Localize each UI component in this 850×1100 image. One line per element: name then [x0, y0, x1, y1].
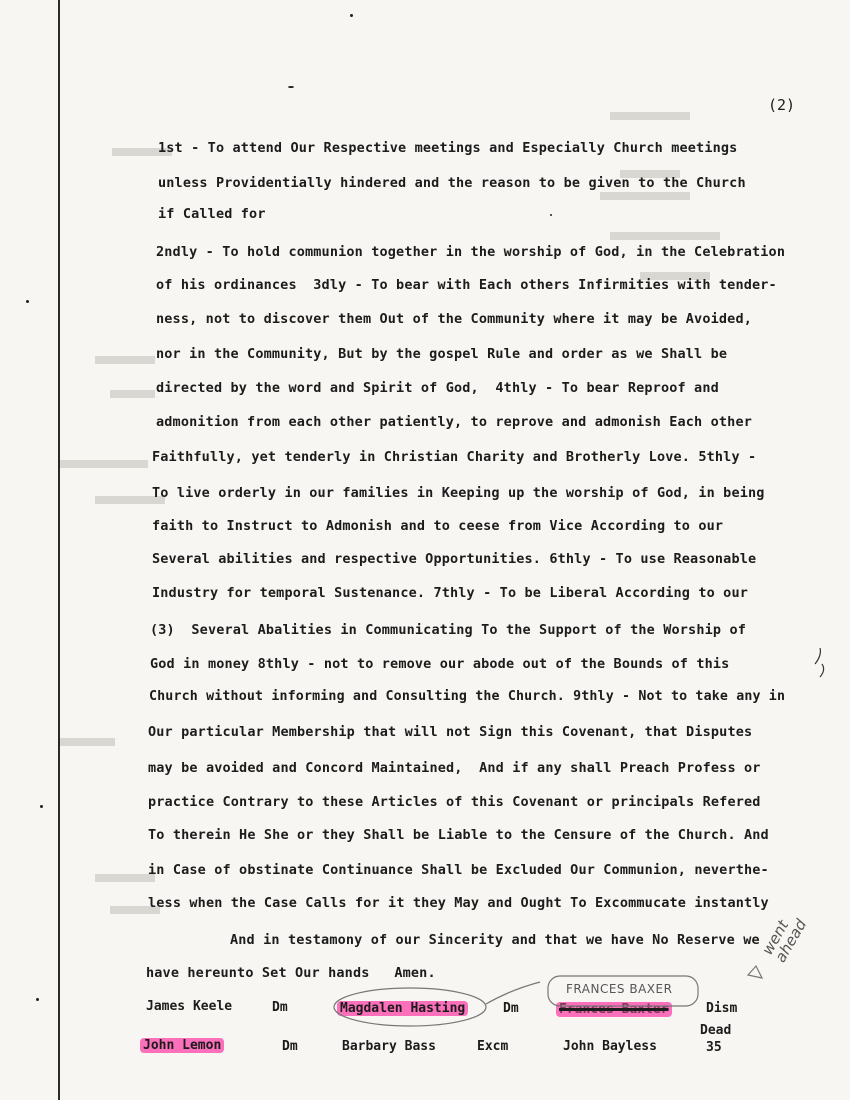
signature-name: John Bayless: [563, 1039, 657, 1054]
signature-name: Barbary Bass: [342, 1039, 436, 1054]
scan-speck: [40, 805, 43, 808]
text-line: Several abilities and respective Opportunities. 6thly - To use Reasonable: [152, 551, 757, 567]
text-line: directed by the word and Spirit of God, 4thly - To bear Reproof and: [156, 380, 719, 396]
text-line: may be avoided and Concord Maintained, And if any shall Preach Profess or: [148, 760, 761, 776]
handwritten-correction: FRANCES BAXER: [566, 982, 673, 996]
scan-speck: [36, 998, 39, 1001]
closing-line: And in testamony of our Sincerity and that we have No Reserve we: [230, 932, 760, 948]
highlighted-name: Magdalen Hasting: [337, 1001, 468, 1016]
text-line: admonition from each other patiently, to reprove and admonish Each other: [156, 414, 752, 430]
text-line: ness, not to discover them Out of the Community where it may be Avoided,: [156, 311, 752, 327]
text-line: 1st - To attend Our Respective meetings and Especially Church meetings: [158, 140, 738, 156]
scan-speck: [550, 214, 552, 216]
highlighted-name: John Lemon: [140, 1038, 224, 1053]
text-line: practice Contrary to these Articles of this Covenant or principals Refered: [148, 794, 761, 810]
text-line: less when the Case Calls for it they May and Ought To Excommucate instantly: [148, 895, 769, 911]
handwritten-side-note: went ahead: [758, 916, 811, 966]
signature-name: James Keele: [146, 999, 233, 1014]
status-note: Dead: [700, 1023, 732, 1038]
text-line: unless Providentially hindered and the reason to be given to the Church: [158, 175, 746, 191]
text-line: Faithfully, yet tenderly in Christian Charity and Brotherly Love. 5thly -: [152, 449, 757, 465]
text-line: in Case of obstinate Continuance Shall be Excluded Our Communion, neverthe-: [148, 862, 769, 878]
text-line: To live orderly in our families in Keeping up the worship of God, in being: [152, 485, 765, 501]
closing-line: have hereunto Set Our hands Amen.: [146, 965, 436, 981]
text-line: faith to Instruct to Admonish and to ceese from Vice According to our: [152, 518, 724, 534]
text-line: God in money 8thly - not to remove our abode out of the Bounds of this: [150, 656, 730, 672]
text-line: if Called for: [158, 206, 266, 222]
scan-speck: [350, 14, 353, 17]
text-line: nor in the Community, But by the gospel Rule and order as we Shall be: [156, 346, 728, 362]
status-number: 35: [706, 1040, 722, 1055]
signature-mark: Dm: [272, 1000, 288, 1015]
signature-mark: Dism: [706, 1001, 738, 1016]
text-line: Church without informing and Consulting the Church. 9thly - Not to take any in: [149, 689, 786, 704]
text-line: Industry for temporal Sustenance. 7thly - To be Liberal According to our: [152, 585, 748, 601]
struck-name: Frances Baxter: [556, 1002, 672, 1017]
text-line: of his ordinances 3dly - To bear with Each others Infirmities with tender-: [156, 277, 777, 293]
text-line: Our particular Membership that will not Sign this Covenant, that Disputes: [148, 724, 753, 740]
signature-mark: Excm: [477, 1039, 509, 1054]
text-line: 2ndly - To hold communion together in the worship of God, in the Celebration: [156, 244, 786, 260]
scan-speck: [26, 300, 29, 303]
page-number: (2): [768, 96, 796, 114]
text-line: To therein He She or they Shall be Liable to the Censure of the Church. And: [148, 827, 769, 843]
signature-mark: Dm: [282, 1039, 298, 1054]
signature-mark: Dm: [503, 1001, 519, 1016]
text-line: (3) Several Abalities in Communicating To the Support of the Worship of: [150, 622, 746, 638]
scan-speck: [288, 86, 294, 88]
